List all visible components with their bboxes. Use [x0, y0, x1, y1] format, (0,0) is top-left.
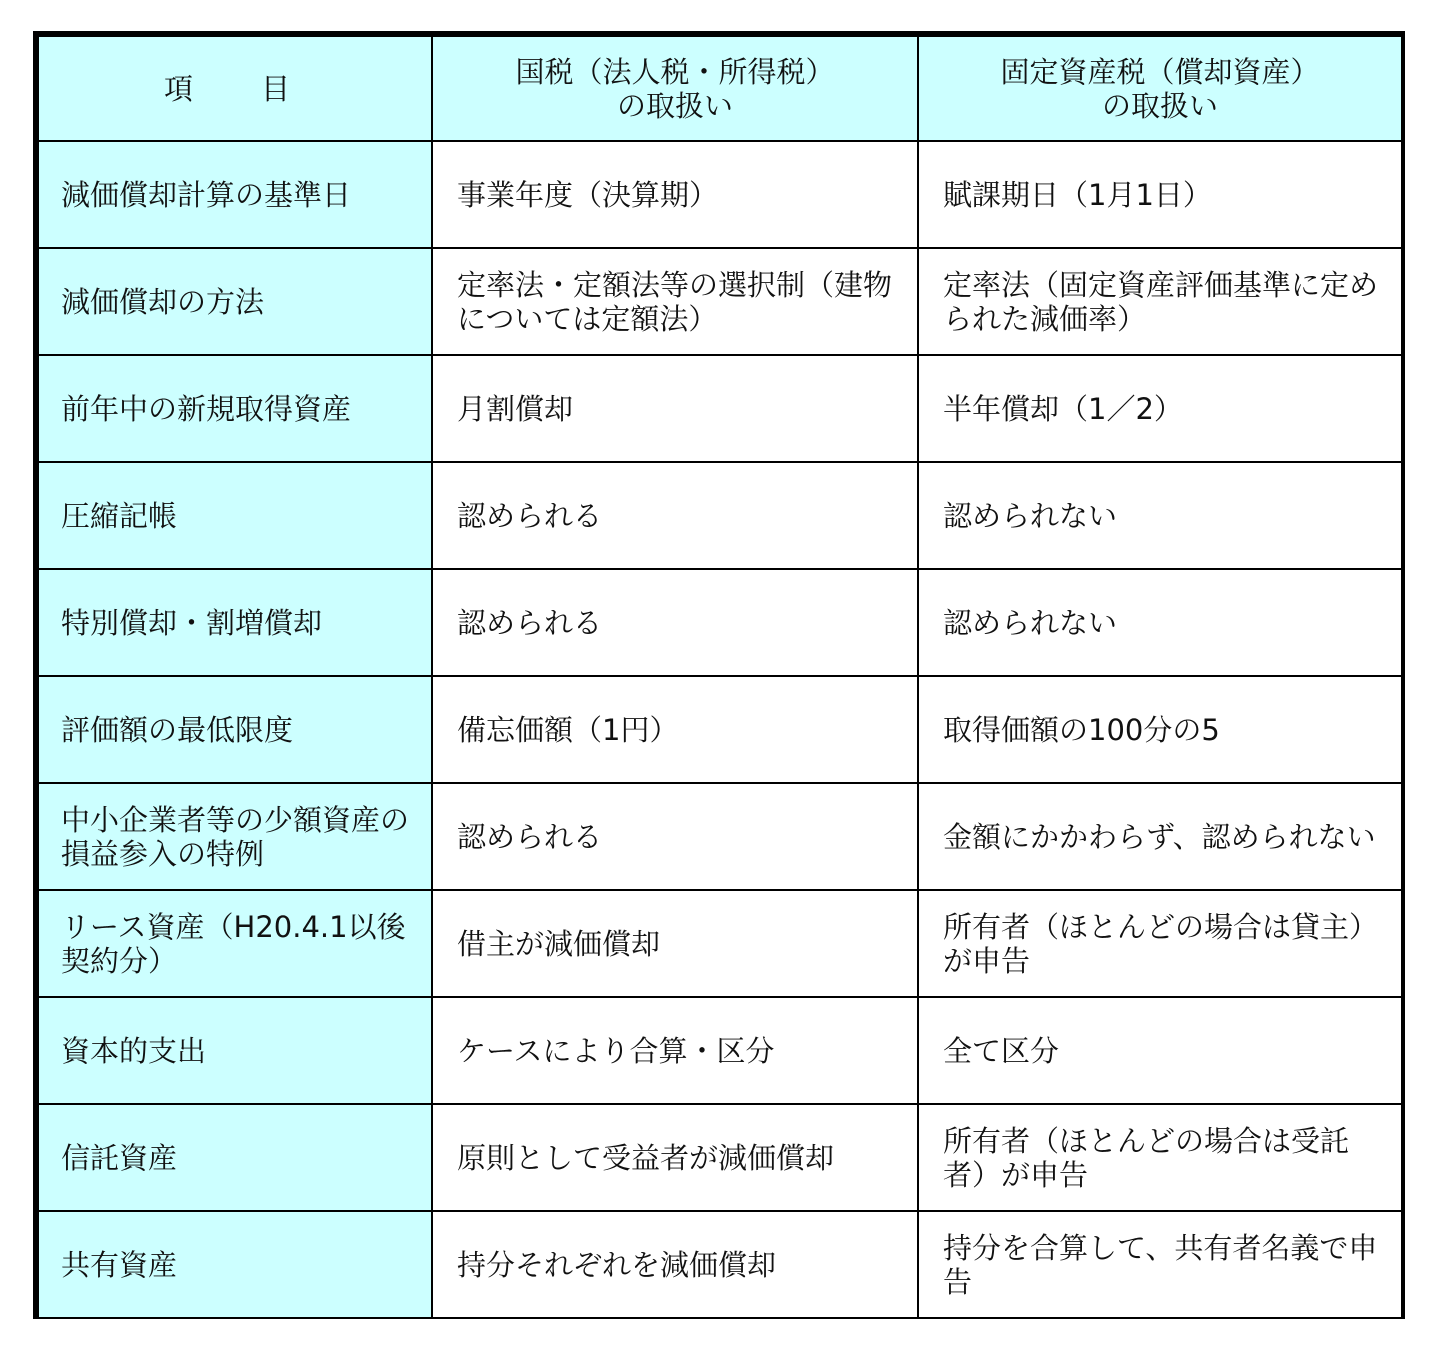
header-item: 項目 — [38, 36, 432, 141]
row-label: リース資産（H20.4.1以後契約分） — [38, 890, 432, 997]
row-label: 共有資産 — [38, 1211, 432, 1318]
national-tax-cell: 事業年度（決算期） — [432, 141, 918, 248]
row-label: 中小企業者等の少額資産の損益参入の特例 — [38, 783, 432, 890]
national-tax-cell: 備忘価額（1円） — [432, 676, 918, 783]
table-row — [38, 1211, 1402, 1318]
header-national-tax-line1: 国税（法人税・所得税） — [515, 54, 835, 89]
row-label: 減価償却の方法 — [38, 248, 432, 355]
property-tax-cell: 認められない — [918, 569, 1402, 676]
table-row — [38, 355, 1402, 462]
comparison-table-frame — [33, 31, 1405, 1319]
national-tax-cell: 借主が減価償却 — [432, 890, 918, 997]
table-row — [38, 890, 1402, 997]
header-property-tax — [918, 36, 1402, 141]
header-national-tax — [432, 36, 918, 141]
table-row — [38, 569, 1402, 676]
property-tax-cell: 半年償却（1／2） — [918, 355, 1402, 462]
property-tax-cell: 定率法（固定資産評価基準に定められた減価率） — [918, 248, 1402, 355]
table-row — [38, 783, 1402, 890]
row-label: 減価償却計算の基準日 — [38, 141, 432, 248]
national-tax-cell: ケースにより合算・区分 — [432, 997, 918, 1104]
header-property-tax-line2: の取扱い — [1101, 88, 1218, 123]
national-tax-cell: 持分それぞれを減価償却 — [432, 1211, 918, 1318]
table-row — [38, 141, 1402, 248]
depreciation-comparison-table — [37, 35, 1403, 1319]
header-national-tax-line2: の取扱い — [616, 88, 733, 123]
table-row — [38, 676, 1402, 783]
property-tax-cell: 賦課期日（1月1日） — [918, 141, 1402, 248]
property-tax-cell: 認められない — [918, 462, 1402, 569]
table-row — [38, 248, 1402, 355]
row-label: 前年中の新規取得資産 — [38, 355, 432, 462]
property-tax-cell: 持分を合算して、共有者名義で申告 — [918, 1211, 1402, 1318]
row-label: 特別償却・割増償却 — [38, 569, 432, 676]
property-tax-cell: 所有者（ほとんどの場合は受託者）が申告 — [918, 1104, 1402, 1211]
table-row — [38, 462, 1402, 569]
header-property-tax-line1: 固定資産税（償却資産） — [1000, 54, 1320, 89]
national-tax-cell: 月割償却 — [432, 355, 918, 462]
table-row — [38, 1104, 1402, 1211]
national-tax-cell: 定率法・定額法等の選択制（建物については定額法） — [432, 248, 918, 355]
national-tax-cell: 認められる — [432, 569, 918, 676]
header-row — [38, 36, 1402, 141]
row-label: 評価額の最低限度 — [38, 676, 432, 783]
property-tax-cell: 所有者（ほとんどの場合は貸主）が申告 — [918, 890, 1402, 997]
national-tax-cell: 認められる — [432, 783, 918, 890]
row-label: 圧縮記帳 — [38, 462, 432, 569]
national-tax-cell: 原則として受益者が減価償却 — [432, 1104, 918, 1211]
row-label: 信託資産 — [38, 1104, 432, 1211]
property-tax-cell: 取得価額の100分の5 — [918, 676, 1402, 783]
row-label: 資本的支出 — [38, 997, 432, 1104]
national-tax-cell: 認められる — [432, 462, 918, 569]
table-row — [38, 997, 1402, 1104]
property-tax-cell: 金額にかかわらず、認められない — [918, 783, 1402, 890]
property-tax-cell: 全て区分 — [918, 997, 1402, 1104]
